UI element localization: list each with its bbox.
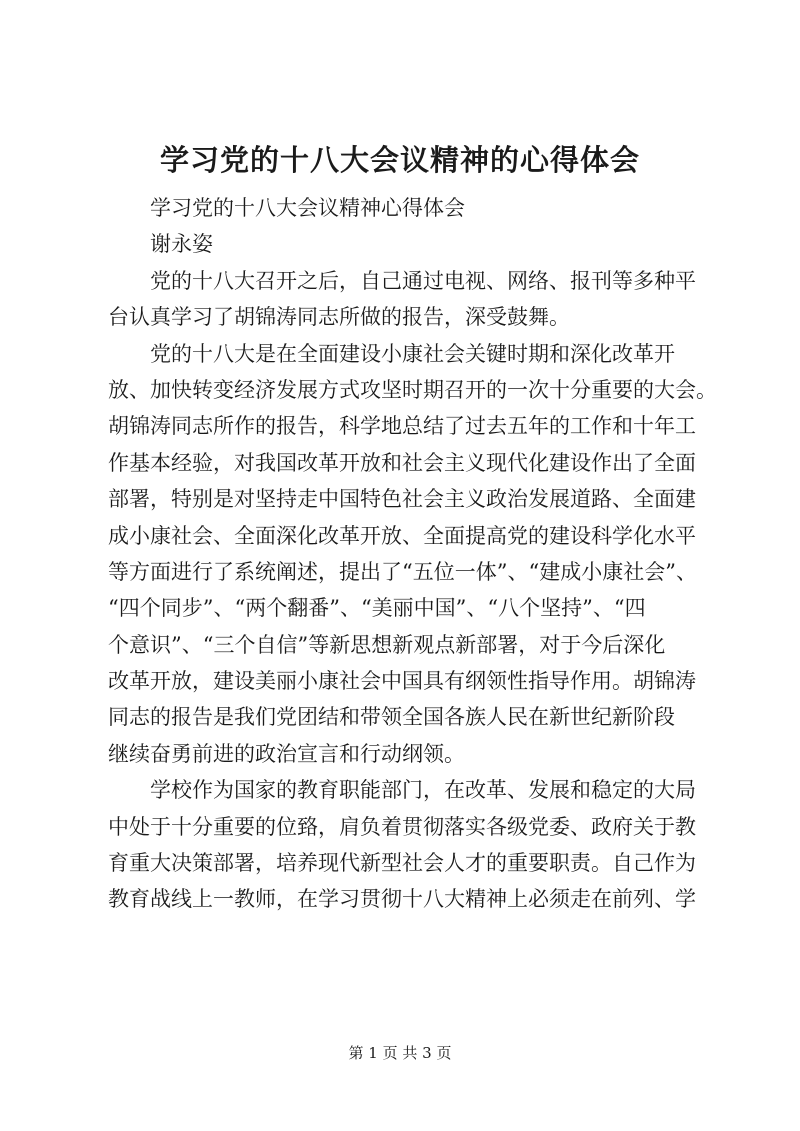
paragraph-line: 台认真学习了胡锦涛同志所做的报告，深受鼓舞。 <box>108 305 570 330</box>
paragraph-line: 个意识”、“三个自信”等新思想新观点新部署，对于今后深化 <box>108 632 666 657</box>
paragraph-line: 教育战线上一教师，在学习贯彻十八大精神上必须走在前列、学 <box>108 887 696 912</box>
document-body <box>108 190 717 918</box>
paragraph-line: 部署，特别是对坚持走中国特色社会主义政治发展道路、全面建 <box>108 487 696 512</box>
paragraph-line: 继续奋勇前进的政治宣言和行动纲领。 <box>108 741 465 766</box>
paragraph-line: 胡锦涛同志所作的报告，科学地总结了过去五年的工作和十年工 <box>108 414 696 439</box>
paragraph-line: 作基本经验，对我国改革开放和社会主义现代化建设作出了全面 <box>108 450 696 475</box>
paragraph-line: 中处于十分重要的位臵，肩负着贯彻落实各级党委、政府关于教 <box>108 814 696 839</box>
paragraph-line: 改革开放，建设美丽小康社会中国具有纲领性指导作用。胡锦涛 <box>108 669 696 694</box>
paragraph-line: 党的十八大召开之后，自己通过电视、网络、报刊等多种平 <box>150 268 696 293</box>
paragraph-line: 学校作为国家的教育职能部门，在改革、发展和稳定的大局 <box>150 778 696 803</box>
page-number: 第 1 页 共 3 页 <box>348 1044 452 1062</box>
paragraph-line: “四个同步”、“两个翻番”、“美丽中国”、“八个坚持”、“四 <box>108 596 646 621</box>
paragraph-line: 成小康社会、全面深化改革开放、全面提高党的建设科学化水平 <box>108 523 696 548</box>
paragraph-line: 等方面进行了系统阐述，提出了“五位一体”、“建成小康社会”、 <box>108 559 697 584</box>
paragraph-line: 放、加快转变经济发展方式攻坚时期召开的一次十分重要的大会。 <box>108 377 717 402</box>
paragraph-line: 同志的报告是我们党团结和带领全国各族人民在新世纪新阶段 <box>108 705 675 730</box>
author-line: 谢永姿 <box>150 232 213 257</box>
subtitle-line: 学习党的十八大会议精神心得体会 <box>150 196 465 220</box>
document-title: 学习党的十八大会议精神的心得体会 <box>159 143 640 177</box>
paragraph-line: 育重大决策部署，培养现代新型社会人才的重要职责。自己作为 <box>108 851 696 876</box>
paragraph-line: 党的十八大是在全面建设小康社会关键时期和深化改革开 <box>150 341 675 366</box>
